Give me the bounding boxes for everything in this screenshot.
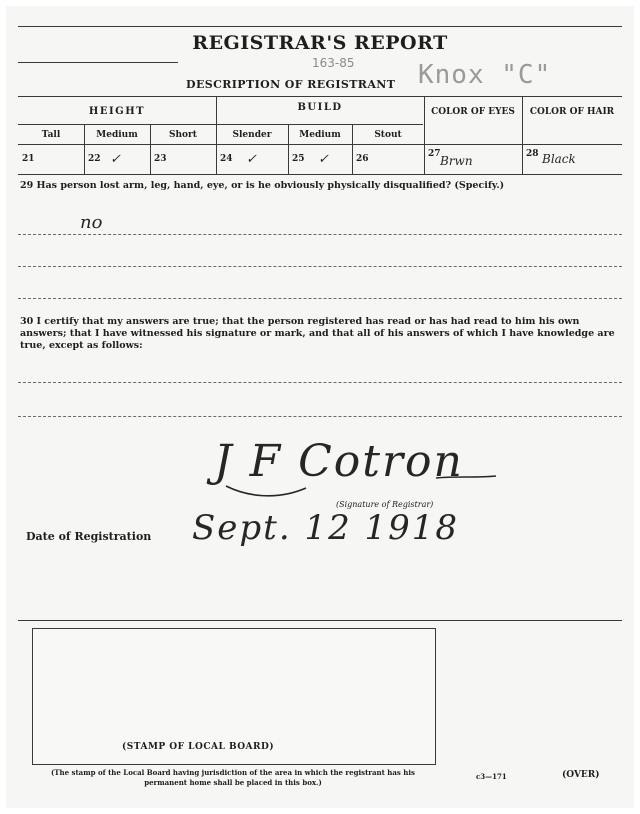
description-heading: DESCRIPTION OF REGISTRANT [186,78,396,91]
name-stamp: Knox "C" [418,60,552,90]
question-29: 29 Has person lost arm, leg, hand, eye, or is he obviously physically disqualified? (Specify.) [20,180,505,191]
field-number: 28 [526,149,539,159]
answer-line [18,234,622,235]
answer-line [18,298,622,299]
field-number: 24 [220,154,233,164]
registration-date-label: Date of Registration [26,530,152,543]
registrar-report-card [6,6,634,808]
table-sub-rule [18,124,423,125]
answer-line [18,382,622,383]
medium-build-mark: ✓ [318,152,329,167]
field-number: 23 [154,154,167,164]
col-short: Short [169,130,197,140]
top-rule [18,26,622,27]
medium-height-mark: ✓ [110,152,121,167]
page-title: REGISTRAR'S REPORT [192,32,448,54]
registrar-signature: J F Cotron [214,436,464,487]
serial-number: 163-85 [312,56,355,70]
hair-color-value: Black [542,152,576,166]
height-heading: HEIGHT [88,106,146,117]
over-note: (OVER) [562,770,600,780]
col-stout: Stout [374,130,402,140]
table-mid-rule [18,144,622,145]
table-bottom-rule [18,174,622,175]
field-number: 21 [22,154,35,164]
section-rule [18,620,622,621]
table-top-rule [18,96,622,97]
answer-line [18,416,622,417]
slender-mark: ✓ [246,152,257,167]
signature-caption: (Signature of Registrar) [336,500,434,509]
col-medium-height: Medium [96,130,138,140]
field-number: 22 [88,154,101,164]
hair-heading: COLOR OF HAIR [529,107,615,117]
col-medium-build: Medium [299,130,341,140]
field-number: 27 [428,149,441,159]
col-slender: Slender [232,130,272,140]
field-number: 26 [356,154,369,164]
build-heading: BUILD [297,102,343,113]
eyes-heading: COLOR OF EYES [431,107,515,117]
field-number: 25 [292,154,305,164]
signature-flourish [206,426,506,506]
stamp-box-label: (STAMP OF LOCAL BOARD) [122,742,275,752]
col-tall: Tall [41,130,61,140]
form-number: c3—171 [476,772,507,781]
question-29-answer: no [80,212,103,233]
rule [18,62,178,63]
question-30: 30 I certify that my answers are true; that the person registered has read or has had read to him his own answers; that I have witnessed his signature or mark, and that all of his answers of which I have knowledge are true, except as follows: [20,316,615,351]
registration-date: Sept. 12 1918 [192,508,460,548]
stamp-instructions: (The stamp of the Local Board having jurisdiction of the area in which the registrant has his permanent home shall be placed in this box.) [51,768,415,787]
answer-line [18,266,622,267]
eye-color-value: Brwn [440,154,473,168]
